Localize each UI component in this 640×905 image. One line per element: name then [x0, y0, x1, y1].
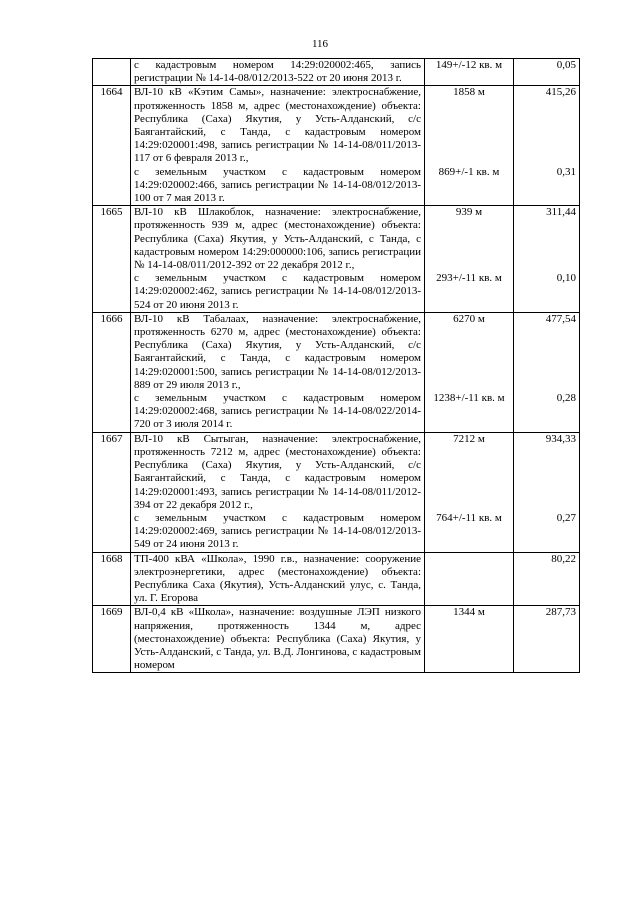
table-row	[93, 606, 580, 673]
length-area: 1344 м	[453, 606, 485, 619]
length-area: 7212 м	[453, 432, 485, 445]
value: 0,27	[556, 511, 576, 524]
value-cell	[514, 206, 580, 313]
table-row	[93, 86, 580, 206]
length-area: 1238+/-11 кв. м	[433, 392, 505, 405]
value: 80,22	[551, 552, 576, 565]
length-area: 764+/-11 кв. м	[436, 511, 502, 524]
description-part-cell	[131, 59, 425, 86]
length-area-cell	[425, 206, 514, 313]
table-row	[93, 206, 580, 313]
row-number: 1666	[93, 312, 131, 432]
description-part-cell	[131, 312, 425, 432]
length-area: 149+/-12 кв. м	[435, 59, 503, 71]
value: 934,33	[545, 432, 576, 445]
row-number: 1665	[93, 206, 131, 313]
value-cell	[514, 432, 580, 552]
description-part: с кадастровым номером 14:29:020002:465, запись регистрации № 14-14-08/012/2013-522 от 20 июня 2013 г.	[134, 59, 421, 85]
length-area: 293+/-11 кв. м	[436, 272, 502, 285]
table-row	[93, 59, 580, 86]
table-row	[93, 432, 580, 552]
value: 287,73	[545, 606, 576, 619]
length-area: 1858 м	[453, 86, 485, 99]
length-area-cell	[425, 86, 514, 206]
length-area: 6270 м	[453, 312, 485, 325]
description-part: ВЛ-10 кВ Сытыган, назначение: электроснабжение, протяженность 7212 м, адрес (местонахождение) объекта: Республика (Саха) Якутия, у Усть-Алданский, с/с Баягантайский, с Танда, с кадастровым номером 14:29:020001:493, запись регистрации № 14-14-08/011/2012-394 от 22 декабря 2012 г.,	[134, 432, 421, 511]
value-cell	[514, 59, 580, 86]
value: 0,05	[556, 59, 576, 71]
description-part-cell	[131, 432, 425, 552]
description-part-cell	[131, 606, 425, 673]
table-row	[93, 552, 580, 606]
value: 415,26	[545, 86, 576, 99]
description-part-cell	[131, 86, 425, 206]
length-area-cell	[425, 552, 514, 606]
description-part-cell	[131, 206, 425, 313]
length-area-cell	[425, 59, 514, 86]
table-row	[93, 312, 580, 432]
row-number: 1667	[93, 432, 131, 552]
description-part: с земельным участком с кадастровым номером 14:29:020002:462, запись регистрации № 14-14-08/012/2013-524 от 20 июня 2013 г.	[134, 272, 421, 311]
value-cell	[514, 552, 580, 606]
description-part: с земельным участком с кадастровым номером 14:29:020002:468, запись регистрации № 14-14-08/022/2014-720 от 3 июля 2014 г.	[134, 392, 421, 431]
description-part: с земельным участком с кадастровым номером 14:29:020002:469, запись регистрации № 14-14-08/012/2013-549 от 24 июня 2013 г.	[134, 511, 421, 551]
value-cell	[514, 606, 580, 673]
value: 0,28	[556, 392, 576, 405]
page-number: 116	[311, 38, 329, 50]
value: 311,44	[546, 206, 576, 219]
property-registry-table	[92, 58, 580, 673]
description-part: с земельным участком с кадастровым номером 14:29:020002:466, запись регистрации № 14-14-08/012/2013-100 от 7 мая 2013 г.	[134, 165, 421, 205]
length-area: 939 м	[455, 206, 483, 219]
length-area-cell	[425, 606, 514, 673]
description-part: ВЛ-10 кВ «Кэтим Самы», назначение: электроснабжение, протяженность 1858 м, адрес (местонахождение) объекта: Республика (Саха) Якутия, у Усть-Алданский, с/с Баягантайский, с Танда, с кадастровым номером 14:29:020001:498, запись регистрации № 14-14-08/011/2013-117 от 6 февраля 2013 г.,	[134, 86, 421, 165]
description-part: ВЛ-10 кВ Табалаах, назначение: электроснабжение, протяженность 6270 м, адрес (местонахождение) объекта: Республика (Саха) Якутия, у Усть-Алданский, с/с Баягантайский, с Танда, с кадастровым номером 14:29:020001:500, запись регистрации № 14-14-08/012/2013-889 от 29 июля 2013 г.,	[134, 312, 421, 391]
row-number: 1668	[93, 552, 131, 606]
value: 0,31	[556, 165, 576, 178]
row-number: 1664	[93, 86, 131, 206]
row-number: 1669	[93, 606, 131, 673]
value: 477,54	[545, 312, 576, 325]
description-part: ВЛ-10 кВ Шлакоблок, назначение: электроснабжение, протяженность 939 м, адрес (местонахождение) объекта: Республика (Саха) Якутия, у Усть-Алданский, с Танда, с кадастровым номером 14:29:000000:106, запись регистрации № 14-14-08/011/2012-392 от 22 декабря 2012 г.,	[134, 206, 421, 272]
description-part: ТП-400 кВА «Школа», 1990 г.в., назначение: сооружение электроэнергетики, адрес (местонахождение) объекта: Республика Саха (Якутия), Усть-Алданский улус, с. Танда, ул. Г. Егорова	[134, 552, 421, 605]
description-part: ВЛ-0,4 кВ «Школа», назначение: воздушные ЛЭП низкого напряжения, протяженность 1344 м, адрес (местонахождение) объекта: Республика (Саха) Якутия, у Усть-Алданский, с Танда, ул. В.Д. Лонгинова, с кадастровым номером	[134, 606, 421, 672]
value: 0,10	[556, 272, 576, 285]
length-area-cell	[425, 312, 514, 432]
description-part-cell	[131, 552, 425, 606]
length-area-cell	[425, 432, 514, 552]
length-area: 869+/-1 кв. м	[438, 165, 500, 178]
value-cell	[514, 312, 580, 432]
row-number	[93, 59, 131, 86]
value-cell	[514, 86, 580, 206]
